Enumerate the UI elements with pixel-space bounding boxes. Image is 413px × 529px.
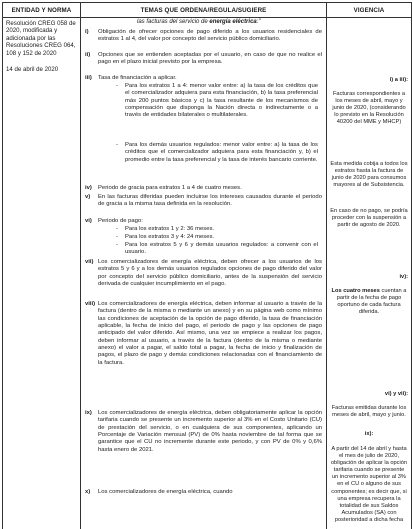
vigencia-no-pago-text: En caso de no pago, se podría proceder con la suspensión a partir de agosto de 2020.: [330, 208, 408, 229]
topics-cell: [81, 18, 327, 529]
sub-item: - Para los estratos 1 y 2: 36 meses.: [116, 226, 215, 232]
list-item: vi) Periodo de pago:: [85, 218, 143, 224]
list-item: ii) Opciones que se entienden aceptadas por el usuario, en caso de que no realice el pago en el plazo inicial previsto por la empresa.: [85, 52, 322, 66]
vigencia-vi-vii-text: Facturas emitidas durante los meses de abril, mayo y junio.: [331, 405, 407, 419]
sub-item: - Para los demás usuarios regulados: menor valor entre: a) la tasa de los créditos que el comercializador adquiera para esta financiación y, b) el promedio entre la tasa preferencial y la tasa de interés bancario corriente.: [116, 142, 318, 163]
list-item: i) Obligación de ofrecer opciones de pago diferido a los usuarios residenciales de estratos 1 al 4, del valor por concepto del servicio público domiciliario.: [85, 29, 322, 43]
vigencia-iv-text: Los cuatro meses cuentan a partir de la fecha de pago oportuno de cada factura diferida.: [331, 288, 407, 316]
sub-item: - Para los estratos 3 y 4: 24 meses.: [116, 234, 215, 240]
list-item: v) En las facturas diferidas pueden incluirse los intereses causados durante el periodo de gracia a la misma tasa definida en la resolución.: [85, 194, 322, 208]
sub-item: - Para los estratos 1 a 4: menor valor entre: a) la tasa de los créditos que el comercializador adquiera para esta financiación, b) la tasa preferencial más 200 puntos básicos y c) la tasa resultante de los mecanismos de compensación que disponga la Nación directa o indirectamente o a través de entidades bilaterales o multilaterales.: [116, 83, 318, 119]
sub-item: - Para los estratos 5 y 6 y demás usuarios regulados: a convenir con el usuario.: [116, 242, 318, 256]
vigencia-cell: [327, 18, 412, 529]
list-item: x) Los comercializadores de energía eléctrica, cuando: [85, 489, 233, 495]
list-item: viii) Los comercializadores de energía eléctrica, deben informar al usuario a través de la factura (dentro de la misma o mediante un anexo) y en su página web como mínimo las condiciones de aceptación de la opción de pago diferido, la tasa de financiación aplicable, la fecha de inicio del pago, el periodo de pago y las opciones de pago anticipado del valor diferido. Así mismo, una vez se empiece a realizar los pagos, deben informar al usuario, a través de la factura (dentro de la misma o mediante anexo) el valor a pagar, el saldo total a pagar, la fecha de inicio y finalización de pagos, el plazo de pago y demás condiciones relacionadas con el financiamiento de la factura.: [85, 301, 322, 366]
header-entidad: ENTIDAD Y NORMA: [3, 3, 81, 18]
list-item: vii) Los comercializadores de energía eléctrica, deben ofrecer a los usuarios de los estratos 5 y 6 y a los demás usuarios regulados opciones de pago diferido del valor por concepto del servicio público domiciliario, antes de la suspensión del servicio derivada de cualquier incumplimiento en el pago.: [85, 259, 322, 288]
vigencia-ix-text: A partir del 14 de abril y hasta el mes de julio de 2020, obligación de aplicar la opción tarifaria cuando se presente un incremento superior al 3% en el CU o alguno de sus componentes; es decir que, si una empresa recupera la totalidad de sus Saldos Acumulados (SA) con posterioridad a dicha fecha: [330, 446, 408, 523]
regulation-table: [2, 2, 412, 529]
vigencia-ix-label: ix):: [364, 431, 374, 437]
list-item: ix) Los comercializadores de energía eléctrica, deben obligatoriamente aplicar la opción tarifaria cuando se presente un incremento superior al 3% en el Costo Unitario (CU) de prestación del servicio, o en cualquiera de sus componentes, aplicando un Porcentaje de Variación mensual (PV) de 0% hasta noviembre de tal forma que se garantice que el CU no incremente durante este periodo, y con PV de 0% y 0,6% hasta enero de 2021.: [85, 410, 322, 453]
list-item: iv) Periodo de gracia para estratos 1 a 4 de cuatro meses.: [85, 185, 242, 191]
entity-norm: Resolución CREG 058 de 2020, modificada y adicionada por las Resoluciones CREG 064, 108 y 152 de 2020: [6, 20, 76, 57]
vigencia-i-iii-label: i) a iii):: [389, 77, 408, 83]
list-item: iii) Tasa de financiación a aplicar.: [85, 75, 177, 81]
vigencia-iv-label: iv):: [399, 274, 408, 280]
vigencia-i-iii-text: Facturas correspondientes a los meses de abril, mayo y junio de 2020, (considerando lo previsto en la Resolución 40200 del MME y MHCP): [332, 91, 406, 126]
header-temas: TEMAS QUE ORDENA/REGULA/SUGIERE: [81, 3, 327, 18]
topics-intro: las facturas del servicio de energía eléctrica:": [137, 19, 261, 25]
vigencia-vi-vii-label: vi) y vii):: [384, 391, 408, 397]
vigencia-subsistencia-text: Esta medida cobija a todos los estratos hasta la factura de junio de 2020 para consumos mayores al de Subsistencia.: [330, 161, 408, 189]
table-row: [3, 18, 412, 529]
entity-date: 14 de abril de 2020: [6, 66, 59, 74]
entity-cell: [3, 18, 81, 529]
header-vigencia: VIGENCIA: [327, 3, 412, 18]
table-header-row: [3, 3, 412, 18]
